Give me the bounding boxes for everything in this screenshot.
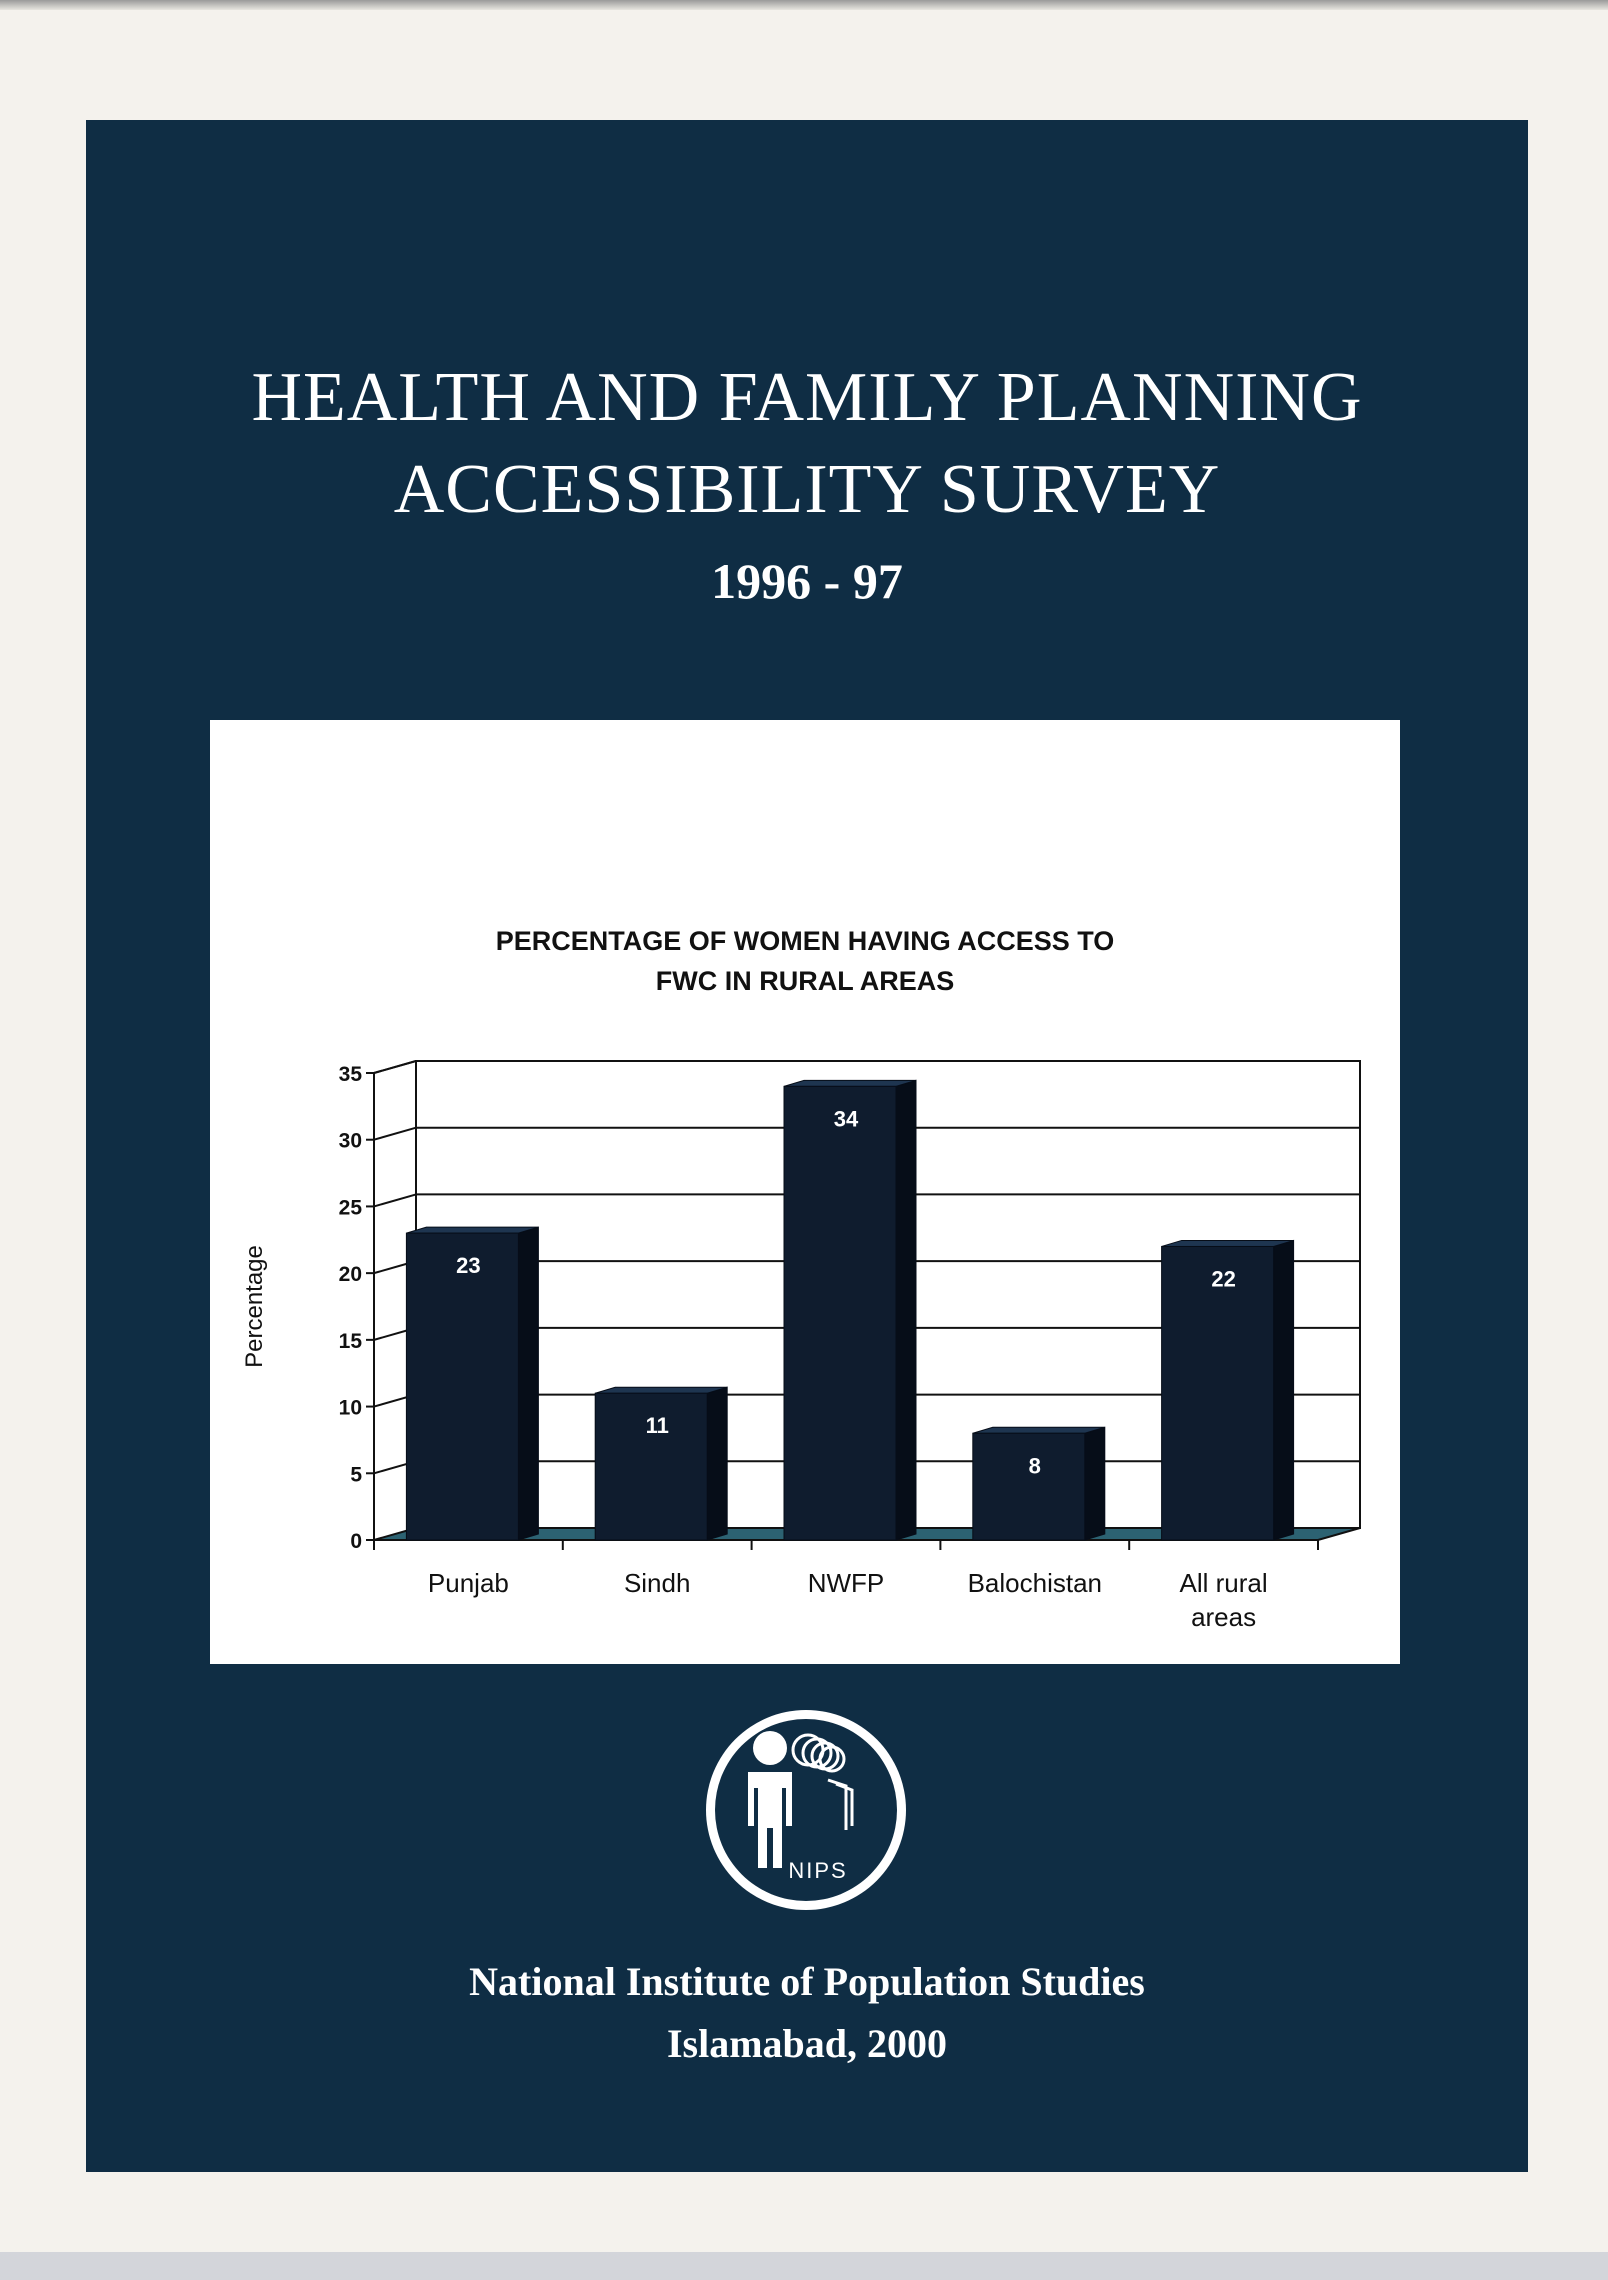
y-axis-label: Percentage [241,1245,268,1368]
bar-data-label: 22 [1211,1266,1236,1292]
chart-title-line-2: FWC IN RURAL AREAS [655,966,955,996]
bar-side-0 [518,1227,538,1540]
bar-3 [973,1433,1085,1540]
bar-top-3 [973,1427,1105,1433]
bar-0 [406,1233,518,1540]
y-tick-label: 15 [338,1329,362,1353]
y-tick-label: 0 [350,1530,362,1553]
x-tick-label-line-2: areas [1191,1602,1257,1632]
bar-side-4 [1274,1240,1294,1540]
y-tick-label: 20 [338,1263,362,1287]
bar-top-1 [595,1387,727,1393]
bar-data-label: 23 [456,1253,481,1279]
bar-top-4 [1162,1240,1294,1246]
cover-year: 1996 - 97 [711,553,903,609]
chart-panel [210,720,1400,1664]
x-tick-label: Sindh [623,1568,691,1598]
y-tick-label: 35 [338,1063,362,1086]
bar-2 [784,1086,896,1540]
chart-title-line-1: PERCENTAGE OF WOMEN HAVING ACCESS TO [495,926,1115,956]
bar-side-2 [896,1080,916,1540]
x-tick-label: NWFP [807,1568,885,1598]
publication-place-year: Islamabad, 2000 [666,2021,948,2066]
x-tick-label: All rural [1179,1568,1268,1598]
cover-title-line-1: HEALTH AND FAMILY PLANNING [251,359,1363,436]
gridline-side [374,1194,416,1206]
bar-data-label: 8 [1028,1453,1041,1479]
bar-data-label: 34 [833,1106,859,1132]
page-bottom-edge [0,2252,1608,2280]
y-tick-label: 5 [350,1463,362,1487]
bar-top-0 [406,1227,538,1233]
y-tick-label: 30 [338,1129,362,1153]
gridline-side [374,1128,416,1140]
y-tick-label: 25 [338,1196,362,1220]
logo-text: NIPS [788,1858,848,1883]
page-top-edge [0,0,1608,10]
report-cover [86,120,1528,2172]
bar-side-1 [707,1387,727,1540]
y-tick-label: 10 [338,1396,362,1420]
bar-data-label: 11 [645,1413,669,1439]
nips-logo [696,1700,916,1920]
left-wall-top [374,1061,416,1073]
bar-side-3 [1085,1427,1105,1540]
bar-chart [210,720,1400,1664]
bar-top-2 [784,1080,916,1086]
cover-title-line-2: ACCESSIBILITY SURVEY [393,451,1221,528]
x-tick-label: Punjab [427,1568,509,1598]
publisher-name: National Institute of Population Studies [469,1959,1145,2004]
x-tick-label: Balochistan [967,1568,1103,1598]
